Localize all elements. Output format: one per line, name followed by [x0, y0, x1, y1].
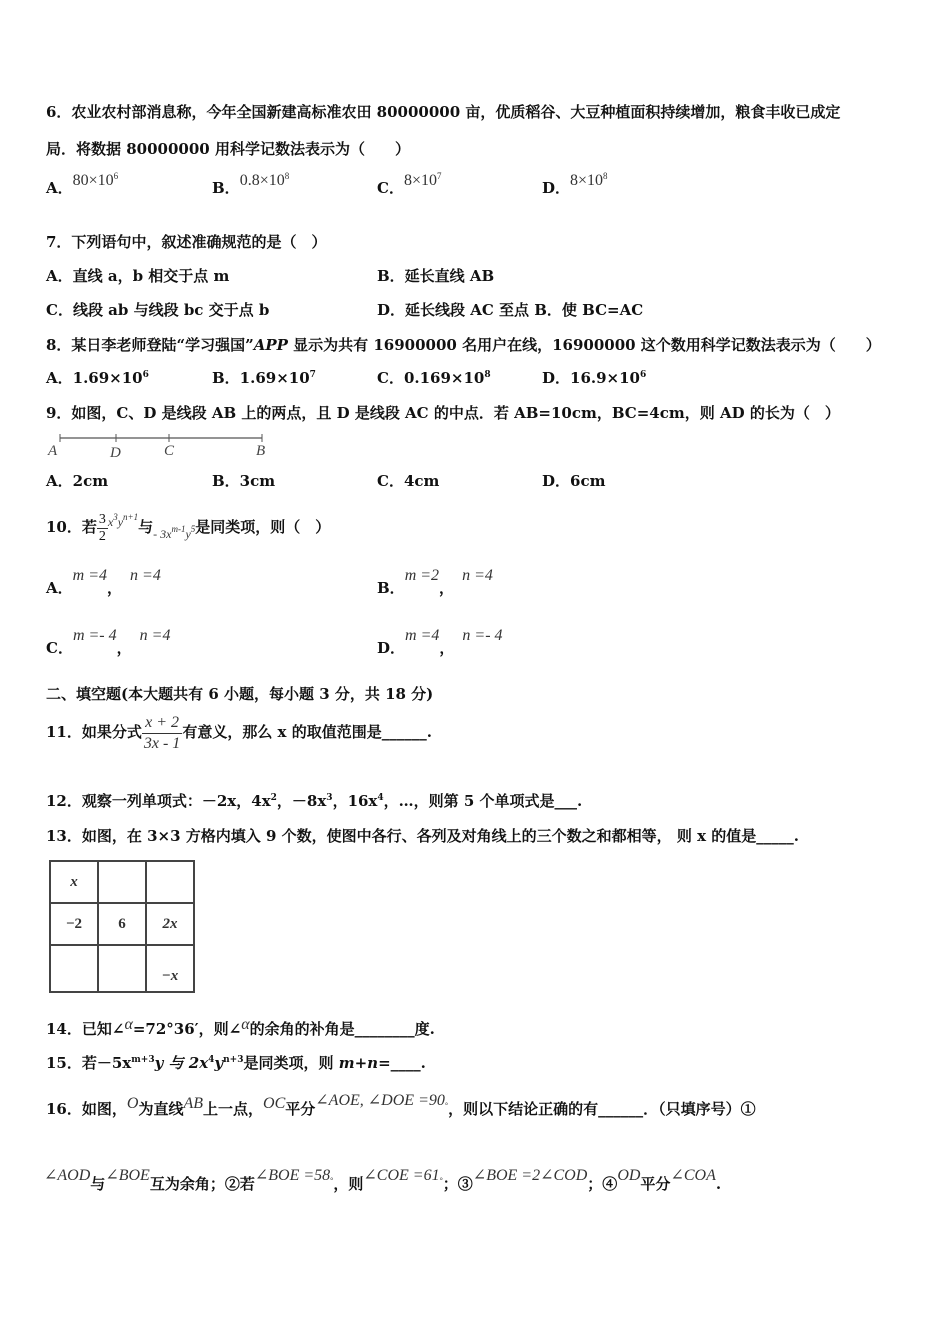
point-b-label: B: [256, 443, 266, 459]
q10-option-c: C．m =- 4，n =4: [46, 627, 171, 657]
q7-option-c: C．线段 ab 与线段 bc 交于点 b: [46, 301, 270, 319]
q9-option-c: C．4cm: [377, 472, 440, 490]
q7-option-d: D．延长线段 AC 至点 B．使 BC=AC: [377, 301, 644, 319]
q6-option-c: C．$8\times 10^7$: [377, 171, 442, 197]
q7-option-a: A．直线 a，b 相交于点 m: [46, 267, 230, 285]
q10-option-a: A．m =4，n =4: [46, 567, 161, 597]
q7-stem: 7．下列语句中，叙述准确规范的是（ ）: [46, 233, 327, 251]
q14-stem: 14．已知∠α=72°36′，则∠α的余角的补角是________度.: [46, 1016, 435, 1038]
q6-stem-line1: 6．农业农村部消息称，今年全国新建高标准农田 80000000 亩，优质稻谷、大豆种植面积持续增加，粮食丰收已成定: [46, 103, 841, 121]
grid-cell: [98, 945, 146, 992]
q6-stem-line2: 局．将数据 80000000 用科学记数法表示为（ ）: [46, 140, 410, 158]
point-c-label: C: [164, 443, 175, 459]
q15-stem: 15．若$-5x^{m+3}y$ 与 $2x^4y^{n+3}$是同类项，则 m+n=____.: [46, 1054, 426, 1072]
point-d-label: D: [110, 445, 121, 460]
q9-segment-figure: [44, 430, 274, 460]
grid-cell: [50, 945, 98, 992]
q10-fraction: $\frac{3}{2}$: [98, 511, 106, 544]
section-2-heading: 二、填空题(本大题共有 6 小题，每小题 3 分，共 18 分): [46, 685, 434, 703]
q13-stem: 13．如图，在 3×3 方格内填入 9 个数，使图中各行、各列及对角线上的三个数之和都相等， 则 x 的值是_____.: [46, 827, 799, 845]
q10-stem: 10．若 $\frac{3}{2}$ $^{x^3y^{n+1}}$与$_{- 3x^{m-1}y^5}$是同类项，则（ ）: [46, 511, 331, 544]
point-a-label: A: [48, 443, 58, 459]
grid-cell: [98, 861, 146, 903]
q13-magic-square: [49, 860, 195, 993]
q6-option-d: D．$8\times 10^8$: [542, 171, 608, 197]
q9-option-a: A．2cm: [46, 472, 109, 490]
q9-stem: 9．如图，C、D 是线段 AB 上的两点，且 D 是线段 AC 的中点．若 AB=10cm，BC=4cm，则 AD 的长为（ ）: [46, 404, 840, 422]
q7-option-b: B．延长直线 AB: [377, 267, 495, 285]
q8-option-b: B．$1.69\times 10^7$: [212, 369, 316, 387]
grid-cell: x: [50, 861, 98, 903]
q6-option-b: B．$0.8\times 10^8$: [212, 171, 290, 197]
q16-stem-line1: 16．如图，O为直线AB上一点，OC平分∠AOE, ∠DOE =90°，则以下结论正确的有______．（只填序号）①: [46, 1092, 756, 1118]
q10-option-d: D．m =4，n =- 4: [377, 627, 503, 657]
grid-cell: −2: [50, 903, 98, 945]
q8-option-c: C．$0.169\times 10^8$: [377, 369, 491, 387]
q8-option-a: A．$1.69\times 10^6$: [46, 369, 149, 387]
grid-cell: −x: [146, 945, 194, 992]
q11-fraction: $\frac{x + 2}{3x - 1}$: [143, 713, 181, 752]
q9-option-d: D．6cm: [542, 472, 606, 490]
grid-cell: 6: [98, 903, 146, 945]
q11-stem: 11．如果分式 $\frac{x + 2}{3x - 1}$ 有意义，那么 x 的取值范围是______.: [46, 713, 432, 752]
q9-option-b: B．3cm: [212, 472, 276, 490]
q8-stem: 8．某日李老师登陆“学习强国”APP 显示为共有 16900000 名用户在线，16900000 这个数用科学记数法表示为（ ）: [46, 336, 881, 354]
grid-cell: 2x: [146, 903, 194, 945]
q12-stem: 12．观察一列单项式：－2x，$4x^2$，$-8x^3$，$16x^4$，…，则第 5 个单项式是___.: [46, 792, 583, 810]
q8-option-d: D．$16.9\times 10^6$: [542, 369, 647, 387]
q16-stem-line2: ∠AOD与∠BOE互为余角；②若∠BOE =58°，则∠COE =61°；③∠BOE =2∠COD；④OD平分∠COA.: [44, 1167, 722, 1193]
grid-cell: [146, 861, 194, 903]
q6-option-a: A．$80\times 10^6$: [46, 171, 119, 197]
q10-option-b: B．m =2，n =4: [377, 567, 493, 597]
